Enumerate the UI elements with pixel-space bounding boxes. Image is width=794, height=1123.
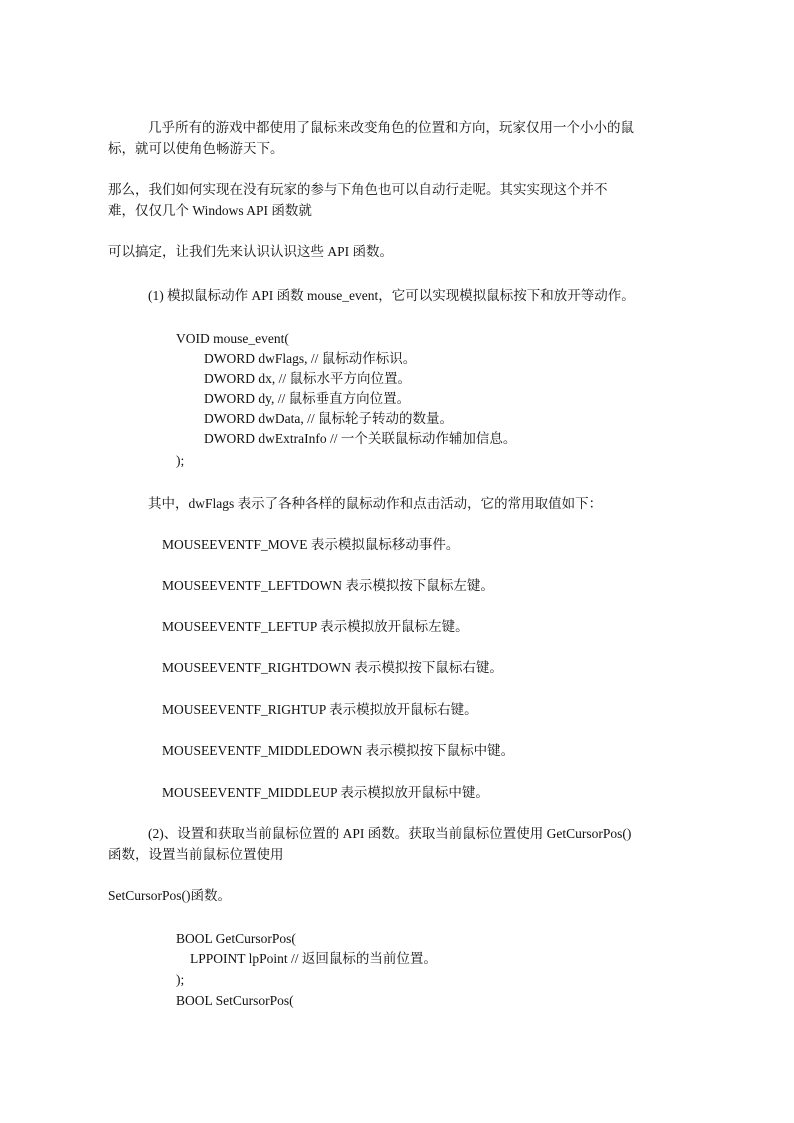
paragraph-question-line-2: 难，仅仅几个 Windows API 函数就: [108, 203, 312, 218]
section-2-heading-line-2: 函数，设置当前鼠标位置使用: [108, 847, 284, 862]
paragraph-intro-line-2: 标，就可以使角色畅游天下。: [108, 141, 284, 156]
code-mouse-event-signature: VOID mouse_event(: [176, 331, 289, 346]
code-mouse-event-param-dwflags: DWORD dwFlags, // 鼠标动作标识。: [204, 351, 417, 366]
code-setcursorpos-signature: BOOL SetCursorPos(: [176, 993, 294, 1008]
paragraph-api-intro: 可以搞定，让我们先来认识认识这些 API 函数。: [108, 244, 394, 259]
code-getcursorpos-close: );: [176, 972, 185, 987]
code-mouse-event-param-dx: DWORD dx, // 鼠标水平方向位置。: [204, 371, 411, 386]
flag-mouseeventf-move: MOUSEEVENTF_MOVE 表示模拟鼠标移动事件。: [162, 537, 460, 552]
paragraph-question-line-1: 那么，我们如何实现在没有玩家的参与下角色也可以自动行走呢。其实实现这个并不: [108, 182, 608, 197]
code-mouse-event-param-dy: DWORD dy, // 鼠标垂直方向位置。: [204, 391, 411, 406]
code-getcursorpos-signature: BOOL GetCursorPos(: [176, 931, 296, 946]
code-getcursorpos-param-lppoint: LPPOINT lpPoint // 返回鼠标的当前位置。: [190, 951, 437, 966]
flag-mouseeventf-rightup: MOUSEEVENTF_RIGHTUP 表示模拟放开鼠标右键。: [162, 702, 478, 717]
code-mouse-event-close: );: [176, 453, 185, 468]
flag-mouseeventf-middleup: MOUSEEVENTF_MIDDLEUP 表示模拟放开鼠标中键。: [162, 785, 489, 800]
flag-mouseeventf-rightdown: MOUSEEVENTF_RIGHTDOWN 表示模拟按下鼠标右键。: [162, 660, 503, 675]
paragraph-setcursorpos: SetCursorPos()函数。: [108, 888, 232, 903]
section-2-heading-line-1: (2)、设置和获取当前鼠标位置的 API 函数。获取当前鼠标位置使用 GetCursorPos(): [148, 826, 632, 841]
section-1-heading: (1) 模拟鼠标动作 API 函数 mouse_event，它可以实现模拟鼠标按下和放开等动作。: [148, 288, 635, 303]
code-mouse-event-param-dwextrainfo: DWORD dwExtraInfo // 一个关联鼠标动作辅加信息。: [204, 431, 517, 446]
flag-mouseeventf-leftup: MOUSEEVENTF_LEFTUP 表示模拟放开鼠标左键。: [162, 619, 469, 634]
flag-mouseeventf-middledown: MOUSEEVENTF_MIDDLEDOWN 表示模拟按下鼠标中键。: [162, 743, 515, 758]
paragraph-intro-line-1: 几乎所有的游戏中都使用了鼠标来改变角色的位置和方向，玩家仅用一个小小的鼠: [148, 120, 634, 135]
flag-mouseeventf-leftdown: MOUSEEVENTF_LEFTDOWN 表示模拟按下鼠标左键。: [162, 578, 494, 593]
paragraph-dwflags-description: 其中，dwFlags 表示了各种各样的鼠标动作和点击活动，它的常用取值如下：: [148, 496, 603, 511]
code-mouse-event-param-dwdata: DWORD dwData, // 鼠标轮子转动的数量。: [204, 411, 453, 426]
